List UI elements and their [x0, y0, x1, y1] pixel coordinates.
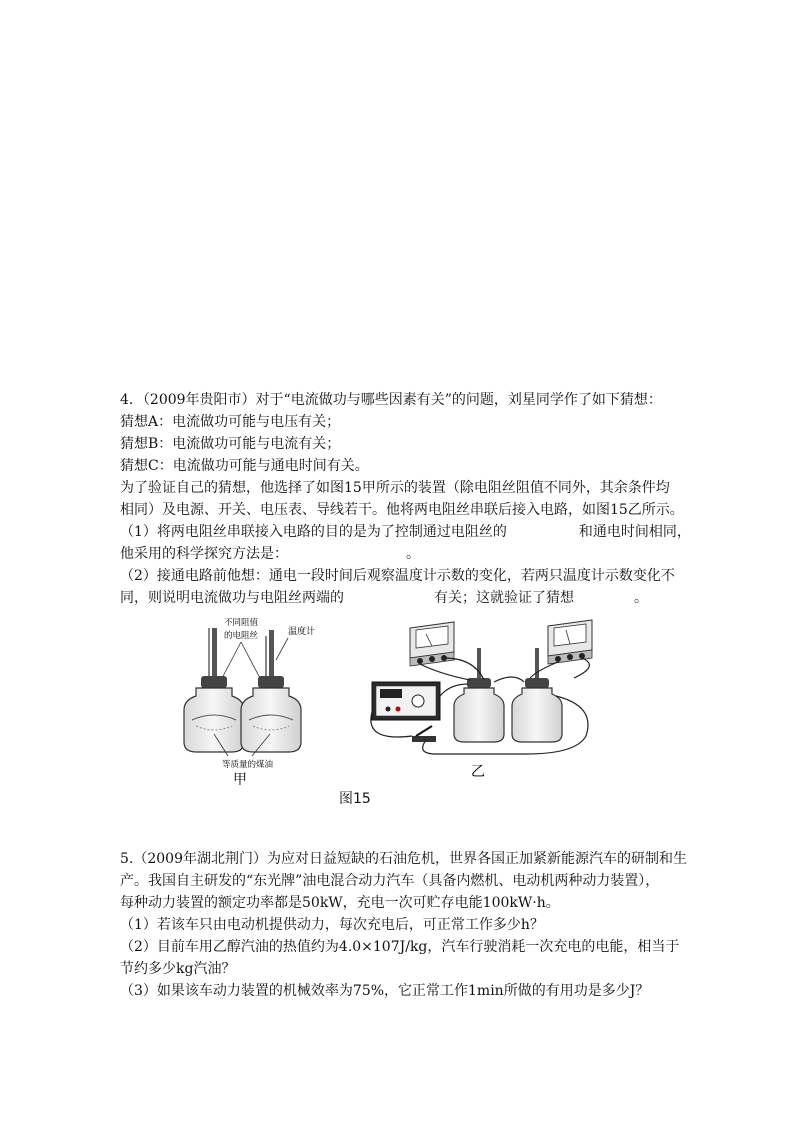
figure-15	[0, 608, 794, 828]
q4-title: 4．（2009年贵阳市）对于“电流做功与哪些因素有关”的问题，刘星同学作了如下猜想：	[120, 392, 662, 408]
label-jia: 甲	[233, 772, 247, 788]
label-yi: 乙	[471, 764, 485, 780]
q4-guess-b: 猜想B：电流做功可能与电流有关；	[120, 436, 341, 452]
bottle-left	[184, 628, 244, 752]
figure-caption: 图15	[339, 791, 371, 807]
q5-sub1: （1）若该车只由电动机提供动力，每次充电后，可正常工作多少h？	[120, 917, 544, 933]
q4-line7-b: 和通电时间相同，	[578, 524, 691, 540]
label-thermometer: 温度计	[288, 627, 316, 637]
power-supply	[372, 682, 440, 720]
voltmeter-right	[548, 620, 592, 664]
q5-line1: 5.（2009年湖北荆门）为应对日益短缺的石油危机，世界各国正加紧新能源汽车的研制和生	[120, 851, 687, 867]
q4-line8-a: 他采用的科学探究方法是：	[120, 546, 288, 562]
q5-sub3: （3）如果该车动力装置的机械效率为75%，它正常工作1min所做的有用功是多少J？	[120, 983, 650, 999]
q4-line6: 相同）及电源、开关、电压表、导线若干。他将两电阻丝串联后接入电路，如图15乙所示。	[120, 502, 684, 518]
q4-line10-b: 有关；这就验证了猜想	[434, 590, 574, 606]
q5-sub2a: （2）目前车用乙醇汽油的热值约为4.0×107J/kg，汽车行驶消耗一次充电的电能，相当于	[120, 939, 680, 955]
q5-line2: 产。我国自主研发的“东光牌”油电混合动力汽车（具备内燃机、电动机两种动力装置），	[120, 873, 660, 889]
bottle-yi-left	[454, 648, 504, 742]
q4-guess-a: 猜想A：电流做功可能与电压有关；	[120, 414, 341, 430]
q4-line5: 为了验证自己的猜想，他选择了如图15甲所示的装置（除电阻丝阻值不同外，其余条件均	[120, 480, 670, 496]
q4-line7-a: （1）将两电阻丝串联接入电路的目的是为了控制通过电阻丝的	[120, 524, 507, 540]
q4-guess-c: 猜想C：电流做功可能与通电时间有关。	[120, 458, 369, 474]
q4-line9: （2）接通电路前他想：通电一段时间后观察温度计示数的变化，若两只温度计示数变化不	[120, 568, 675, 584]
q4-line7	[120, 521, 691, 543]
label-oil: 等质量的煤油	[222, 760, 274, 770]
label-resistor-2: 的电阻丝	[224, 631, 259, 641]
q4-line8	[120, 543, 420, 565]
q4-line10	[120, 587, 648, 609]
label-resistor-1: 不同阻值	[224, 618, 259, 628]
q4-line10-a: 同，则说明电流做功与电阻丝两端的	[120, 590, 344, 606]
apparatus-yi	[371, 620, 592, 780]
bottle-right	[241, 630, 301, 752]
apparatus-jia	[184, 617, 315, 788]
voltmeter-left	[410, 622, 454, 666]
q4-line8-b: 。	[406, 546, 420, 562]
q5-sub2b: 节约多少kg汽油？	[120, 961, 236, 977]
switch	[412, 726, 436, 742]
q5-line3: 每种动力装置的额定功率都是50kW，充电一次可贮存电能100kW·h。	[120, 895, 560, 911]
q4-line10-c: 。	[634, 590, 648, 606]
